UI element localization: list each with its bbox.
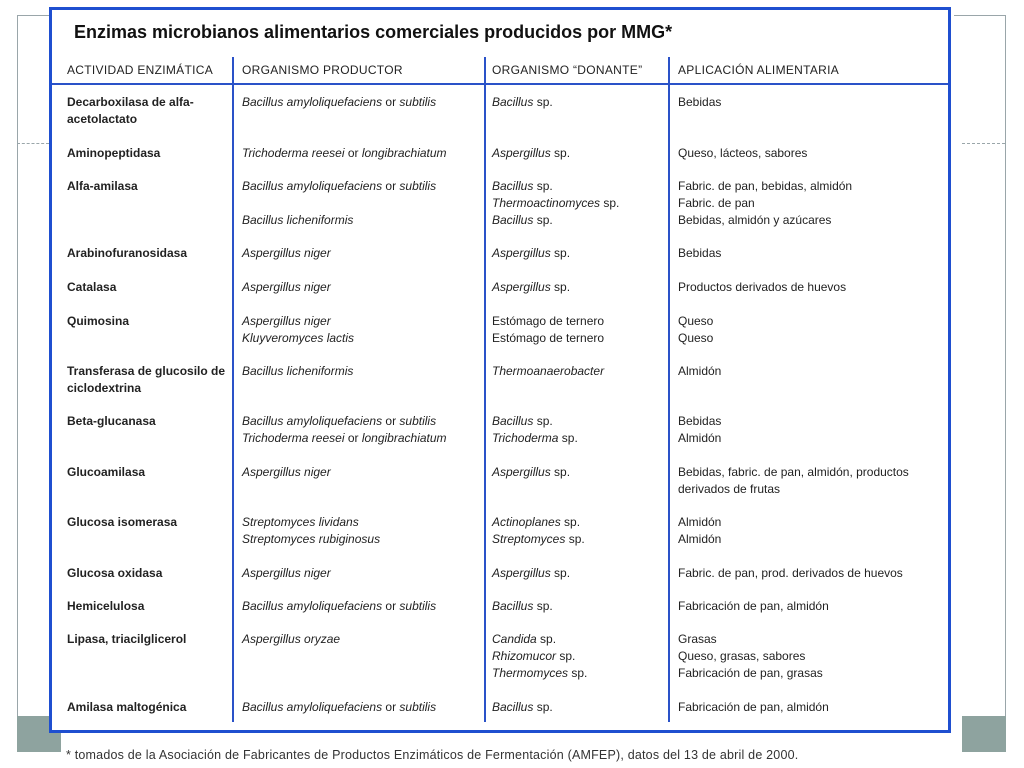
- slide-border-top-left: [17, 15, 49, 16]
- cell-actividad: Alfa-amilasa: [67, 179, 138, 193]
- cell-organismo-productor: Aspergillus niger: [242, 465, 331, 479]
- slide-border-right: [1005, 15, 1006, 752]
- cell-aplicacion: Bebidas, fabric. de pan, almidón, productos derivados de frutas: [678, 465, 909, 496]
- header-aplicacion: APLICACIÓN ALIMENTARIA: [678, 63, 840, 77]
- cell-aplicacion: Fabricación de pan, almidón: [678, 700, 829, 714]
- cell-aplicacion: Queso Queso: [678, 314, 714, 345]
- cell-organismo-donante: Aspergillus sp.: [492, 465, 571, 479]
- cell-organismo-donante: Aspergillus sp.: [492, 246, 571, 260]
- slide-corner-block-right: [962, 716, 1006, 752]
- cell-organismo-productor: Aspergillus niger: [242, 280, 331, 294]
- cell-organismo-donante: Aspergillus sp.: [492, 566, 571, 580]
- cell-actividad: Glucosa oxidasa: [67, 566, 163, 580]
- cell-aplicacion: Almidón Almidón: [678, 515, 722, 546]
- cell-aplicacion: Bebidas: [678, 246, 722, 260]
- cell-organismo-donante: Bacillus sp.: [492, 700, 553, 714]
- cell-actividad: Beta-glucanasa: [67, 414, 156, 428]
- cell-actividad: Arabinofuranosidasa: [67, 246, 188, 260]
- cell-aplicacion: Fabricación de pan, almidón: [678, 599, 829, 613]
- cell-actividad: Glucosa isomerasa: [67, 515, 178, 529]
- cell-organismo-donante: Candida sp. Rhizomucor sp. Thermomyces sp.: [492, 632, 588, 680]
- cell-organismo-productor: Bacillus amyloliquefaciens or subtilis: [242, 700, 437, 714]
- cell-organismo-donante: Aspergillus sp.: [492, 280, 571, 294]
- cell-organismo-productor: Bacillus amyloliquefaciens or subtilis: [242, 599, 437, 613]
- cell-aplicacion: Fabric. de pan, bebidas, almidón Fabric. de pan Bebidas, almidón y azúcares: [678, 179, 853, 227]
- enzyme-table-frame: [49, 7, 951, 733]
- header-organismo-productor: ORGANISMO PRODUCTOR: [242, 63, 403, 77]
- cell-aplicacion: Bebidas Almidón: [678, 414, 722, 445]
- cell-aplicacion: Almidón: [678, 364, 722, 378]
- cell-aplicacion: Bebidas: [678, 95, 722, 109]
- cell-organismo-productor: Bacillus licheniformis: [242, 364, 354, 378]
- cell-organismo-productor: Streptomyces lividans Streptomyces rubiginosus: [242, 515, 381, 546]
- header-separator: [52, 83, 948, 85]
- cell-actividad: Decarboxilasa de alfa-acetolactato: [67, 95, 194, 126]
- cell-organismo-productor: Bacillus amyloliquefaciens or subtilis: [242, 95, 437, 109]
- table-title: Enzimas microbianos alimentarios comerciales producidos por MMG*: [74, 22, 673, 42]
- cell-aplicacion: Queso, lácteos, sabores: [678, 146, 808, 160]
- cell-organismo-donante: Bacillus sp. Trichoderma sp.: [492, 414, 578, 445]
- footnote: * tomados de la Asociación de Fabricantes de Productos Enzimáticos de Fermentación (AMFEP), datos del 13 de abril de 2000.: [66, 748, 799, 762]
- cell-organismo-productor: Bacillus amyloliquefaciens or subtilis Bacillus licheniformis: [242, 179, 437, 227]
- slide-border-top-right: [954, 15, 1005, 16]
- cell-organismo-productor: Aspergillus niger: [242, 566, 331, 580]
- cell-organismo-donante: Thermoanaerobacter: [492, 364, 605, 378]
- cell-actividad: Amilasa maltogénica: [67, 700, 187, 714]
- cell-organismo-donante: Actinoplanes sp. Streptomyces sp.: [492, 515, 585, 546]
- cell-actividad: Glucoamilasa: [67, 465, 146, 479]
- cell-organismo-productor: Aspergillus oryzae: [242, 632, 341, 646]
- cell-actividad: Lipasa, triacilglicerol: [67, 632, 187, 646]
- cell-actividad: Quimosina: [67, 314, 130, 328]
- cell-actividad: Catalasa: [67, 280, 117, 294]
- cell-actividad: Hemicelulosa: [67, 599, 145, 613]
- cell-organismo-donante: Aspergillus sp.: [492, 146, 571, 160]
- cell-organismo-donante: Estómago de ternero Estómago de ternero: [492, 314, 605, 345]
- cell-actividad: Aminopeptidasa: [67, 146, 161, 160]
- cell-organismo-productor: Aspergillus niger Kluyveromyces lactis: [242, 314, 355, 345]
- cell-organismo-productor: Bacillus amyloliquefaciens or subtilis Trichoderma reesei or longibrachiatum: [242, 414, 447, 445]
- slide-border-left: [17, 15, 18, 752]
- slide-dashed-rule-right: [962, 143, 1005, 144]
- cell-organismo-donante: Bacillus sp.: [492, 599, 553, 613]
- cell-actividad: Transferasa de glucosilo de ciclodextrina: [67, 364, 226, 395]
- cell-organismo-donante: Bacillus sp. Thermoactinomyces sp. Bacillus sp.: [492, 179, 620, 227]
- cell-aplicacion: Productos derivados de huevos: [678, 280, 847, 294]
- slide-dashed-rule-left: [17, 143, 49, 144]
- cell-aplicacion: Grasas Queso, grasas, sabores Fabricación de pan, grasas: [678, 632, 823, 680]
- cell-aplicacion: Fabric. de pan, prod. derivados de huevos: [678, 566, 903, 580]
- cell-organismo-productor: Aspergillus niger: [242, 246, 331, 260]
- cell-organismo-donante: Bacillus sp.: [492, 95, 553, 109]
- cell-organismo-productor: Trichoderma reesei or longibrachiatum: [242, 146, 447, 160]
- header-actividad: ACTIVIDAD ENZIMÁTICA: [67, 63, 214, 77]
- header-organismo-donante: ORGANISMO “DONANTE”: [492, 63, 643, 77]
